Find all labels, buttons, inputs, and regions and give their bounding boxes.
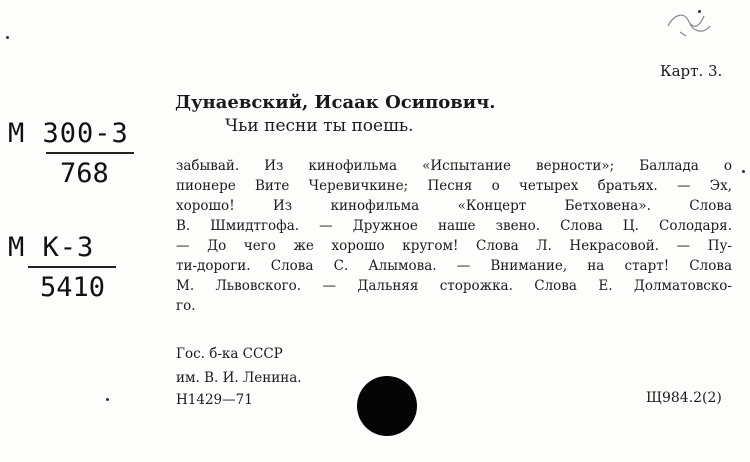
work-title: Чьи песни ты поешь. xyxy=(225,116,414,136)
order-number: Н1429—71 xyxy=(176,392,253,408)
punch-hole xyxy=(357,376,417,436)
shelf-mark-divider xyxy=(28,266,116,268)
contents-line: хорошо! Из кинофильма «Концерт Бетховена». Слова xyxy=(176,198,732,214)
shelf-mark-primary: М 300-3 xyxy=(8,118,129,149)
contents-note xyxy=(176,156,732,316)
author-heading: Дунаевский, Исаак Осипович. xyxy=(175,92,496,113)
contents-line: В. Шмидтгофа. — Дружное наше звено. Слова Ц. Солодаря. xyxy=(176,218,732,234)
library-name-cont: им. В. И. Ленина. xyxy=(176,370,302,386)
shelf-number-secondary: 5410 xyxy=(40,272,106,303)
paper-speck xyxy=(106,398,109,401)
contents-line: ти-дороги. Слова С. Алымова. — Внимание, на старт! Слова xyxy=(176,258,732,274)
contents-line: забывай. Из кинофильма «Испытание верности»; Баллада о xyxy=(176,158,732,174)
library-name: Гос. б-ка СССР xyxy=(176,346,283,362)
paper-speck xyxy=(6,36,9,39)
paper-speck xyxy=(698,10,701,13)
contents-line: М. Львовского. — Дальняя сторожка. Слова Е. Долматовско- xyxy=(176,278,732,294)
paper-speck xyxy=(742,170,745,173)
contents-line: пионере Вите Черевичкине; Песня о четырех братьях. — Эх, xyxy=(176,178,732,194)
card-number: Карт. 3. xyxy=(660,62,723,80)
handwritten-mark xyxy=(660,4,720,44)
contents-line: го. xyxy=(176,298,196,314)
contents-line: — До чего же хорошо кругом! Слова Л. Некрасовой. — Пу- xyxy=(176,238,732,254)
shelf-number-primary: 768 xyxy=(60,158,109,189)
classification-code: Щ984.2(2) xyxy=(646,390,722,406)
shelf-mark-secondary: М К-3 xyxy=(8,232,95,263)
shelf-mark-divider xyxy=(46,152,134,154)
